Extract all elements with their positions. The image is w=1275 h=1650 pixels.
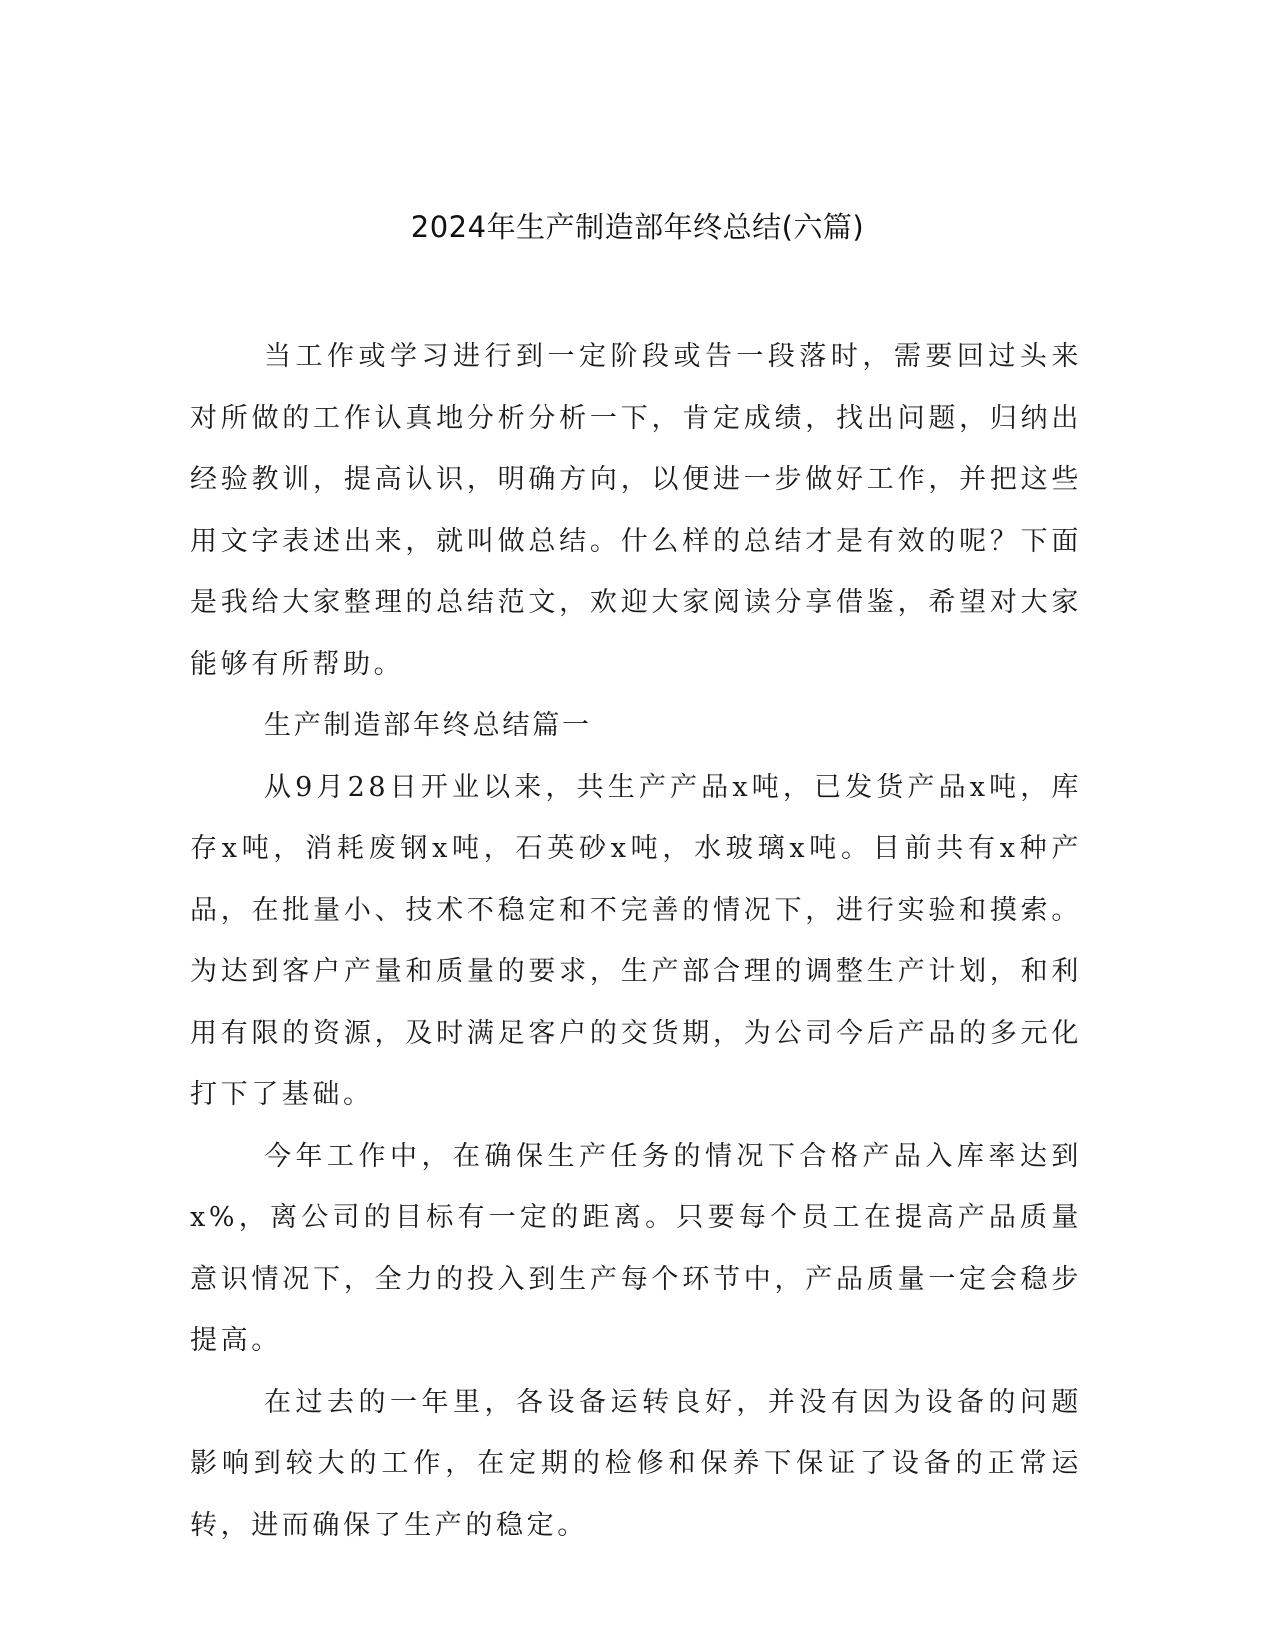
production-paragraph: 从9月28日开业以来，共生产产品x吨，已发货产品x吨，库存x吨，消耗废钢x吨，石英砂x吨，水玻璃x吨。目前共有x种产品，在批量小、技术不稳定和不完善的情况下，进行实验和摸索。为达到客户产量和质量的要求，生产部合理的调整生产计划，和利用有限的资源，及时满足客户的交货期，为公司今后产品的多元化打下了基础。	[190, 771, 1082, 1110]
document-body	[190, 326, 1082, 1556]
section-heading: 生产制造部年终总结篇一	[264, 710, 592, 741]
equipment-paragraph: 在过去的一年里，各设备运转良好，并没有因为设备的问题影响到较大的工作，在定期的检修和保养下保证了设备的正常运转，进而确保了生产的稳定。	[190, 1386, 1082, 1541]
intro-paragraph: 当工作或学习进行到一定阶段或告一段落时，需要回过头来对所做的工作认真地分析分析一下，肯定成绩，找出问题，归纳出经验教训，提高认识，明确方向，以便进一步做好工作，并把这些用文字表述出来，就叫做总结。什么样的总结才是有效的呢？下面是我给大家整理的总结范文，欢迎大家阅读分享借鉴，希望对大家能够有所帮助。	[190, 341, 1082, 680]
quality-paragraph: 今年工作中，在确保生产任务的情况下合格产品入库率达到x%，离公司的目标有一定的距离。只要每个员工在提高产品质量意识情况下，全力的投入到生产每个环节中，产品质量一定会稳步提高。	[190, 1140, 1082, 1356]
document-title: 2024年生产制造部年终总结(六篇)	[410, 210, 865, 244]
